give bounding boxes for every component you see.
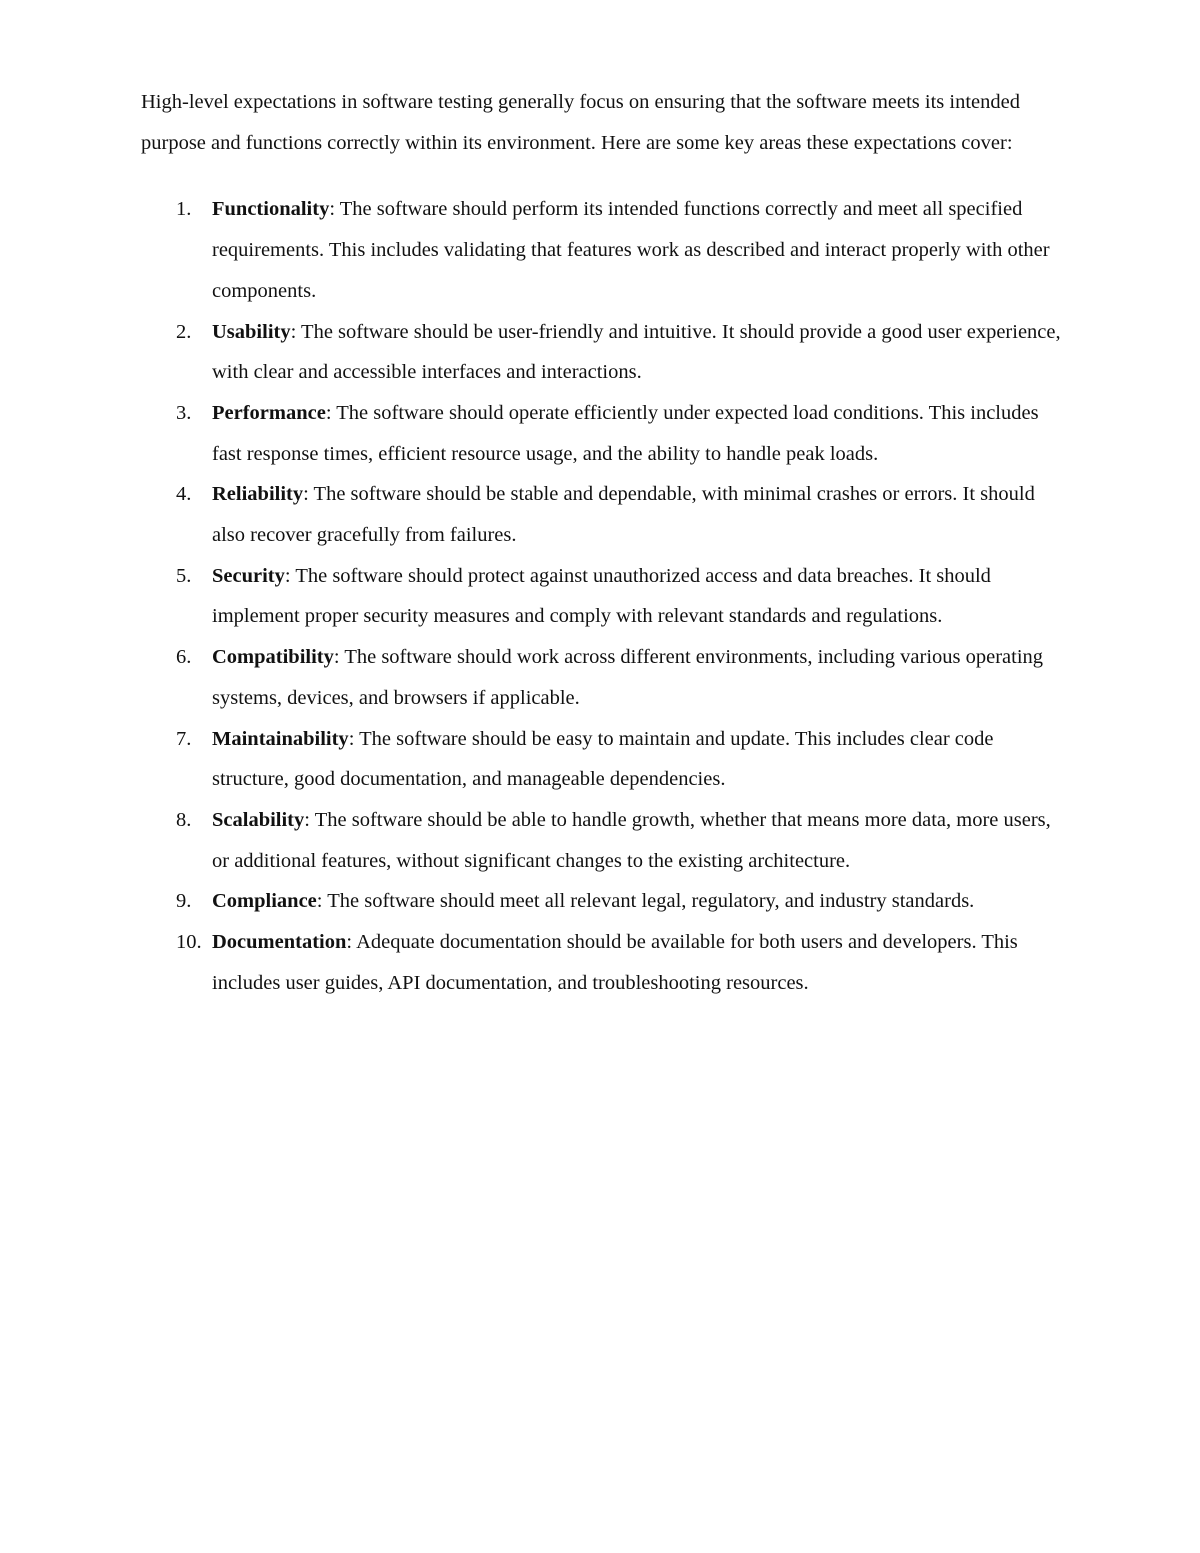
list-item — [141, 800, 1061, 881]
list-item-term: Compliance — [212, 890, 317, 913]
list-item-body — [212, 719, 1061, 800]
list-item-text: : The software should be able to handle growth, whether that means more data, more users, or additional features, without significant changes to the existing architecture. — [212, 808, 1051, 872]
list-item-body — [212, 393, 1061, 474]
list-item — [141, 556, 1061, 637]
list-item-text: : The software should work across different environments, including various operating systems, devices, and browsers if applicable. — [212, 646, 1044, 709]
list-item-text: : The software should perform its intended functions correctly and meet all specified requirements. This includes validating that features work as described and interact properly with other components. — [212, 198, 1050, 302]
list-item-term: Reliability — [212, 483, 304, 506]
list-item-term: Maintainability — [212, 727, 349, 750]
list-item — [141, 189, 1061, 311]
list-item-text: : The software should protect against unauthorized access and data breaches. It should implement proper security measures and comply with relevant standards and regulations. — [212, 564, 991, 628]
list-number: 10. — [176, 931, 202, 954]
list-item-term: Performance — [212, 401, 326, 424]
list-item-body — [212, 474, 1061, 555]
list-item-text: : The software should be stable and dependable, with minimal crashes or errors. It should also recover gracefully from failures. — [212, 483, 1035, 547]
list-item-body — [212, 881, 1061, 922]
list-item-term: Documentation — [212, 931, 347, 954]
expectations-list — [141, 189, 1061, 1003]
list-item-text: : The software should be easy to maintain and update. This includes clear code structure, good documentation, and manageable dependencies. — [212, 727, 994, 791]
list-item-body — [212, 800, 1061, 881]
list-number: 9. — [176, 890, 192, 913]
list-item-text: : The software should meet all relevant legal, regulatory, and industry standards. — [316, 890, 975, 913]
list-item — [141, 312, 1061, 393]
list-item-term: Security — [212, 564, 285, 587]
list-item-term: Functionality — [212, 198, 330, 221]
intro-paragraph: High-level expectations in software testing generally focus on ensuring that the software meets its intended purpose and functions correctly within its environment. Here are some key areas these expectations cover: — [141, 91, 1020, 154]
list-item-text: : The software should operate efficiently under expected load conditions. This includes fast response times, efficient resource usage, and the ability to handle peak loads. — [212, 401, 1039, 465]
list-item-term: Compatibility — [212, 646, 334, 669]
list-number: 1. — [176, 198, 192, 221]
list-number: 6. — [176, 646, 192, 669]
document-body — [141, 82, 1061, 1003]
list-item — [141, 922, 1061, 1003]
list-item-body — [212, 312, 1061, 393]
list-item — [141, 881, 1061, 922]
list-item-text: : Adequate documentation should be available for both users and developers. This includes user guides, API documentation, and troubleshooting resources. — [212, 931, 1018, 994]
list-item-body — [212, 189, 1061, 311]
list-item — [141, 474, 1061, 555]
list-item — [141, 393, 1061, 474]
list-number: 5. — [176, 564, 192, 587]
list-item-body — [212, 556, 1061, 637]
list-item-term: Usability — [212, 320, 291, 343]
list-number: 4. — [176, 483, 192, 506]
list-item — [141, 719, 1061, 800]
list-item-text: : The software should be user-friendly and intuitive. It should provide a good user experience, with clear and accessible interfaces and interactions. — [212, 320, 1061, 384]
list-item-body — [212, 922, 1061, 1003]
list-number: 8. — [176, 808, 192, 831]
list-item-body — [212, 637, 1061, 718]
list-item-term: Scalability — [212, 808, 305, 831]
list-number: 2. — [176, 320, 192, 343]
list-number: 7. — [176, 727, 192, 750]
list-number: 3. — [176, 401, 192, 424]
list-item — [141, 637, 1061, 718]
